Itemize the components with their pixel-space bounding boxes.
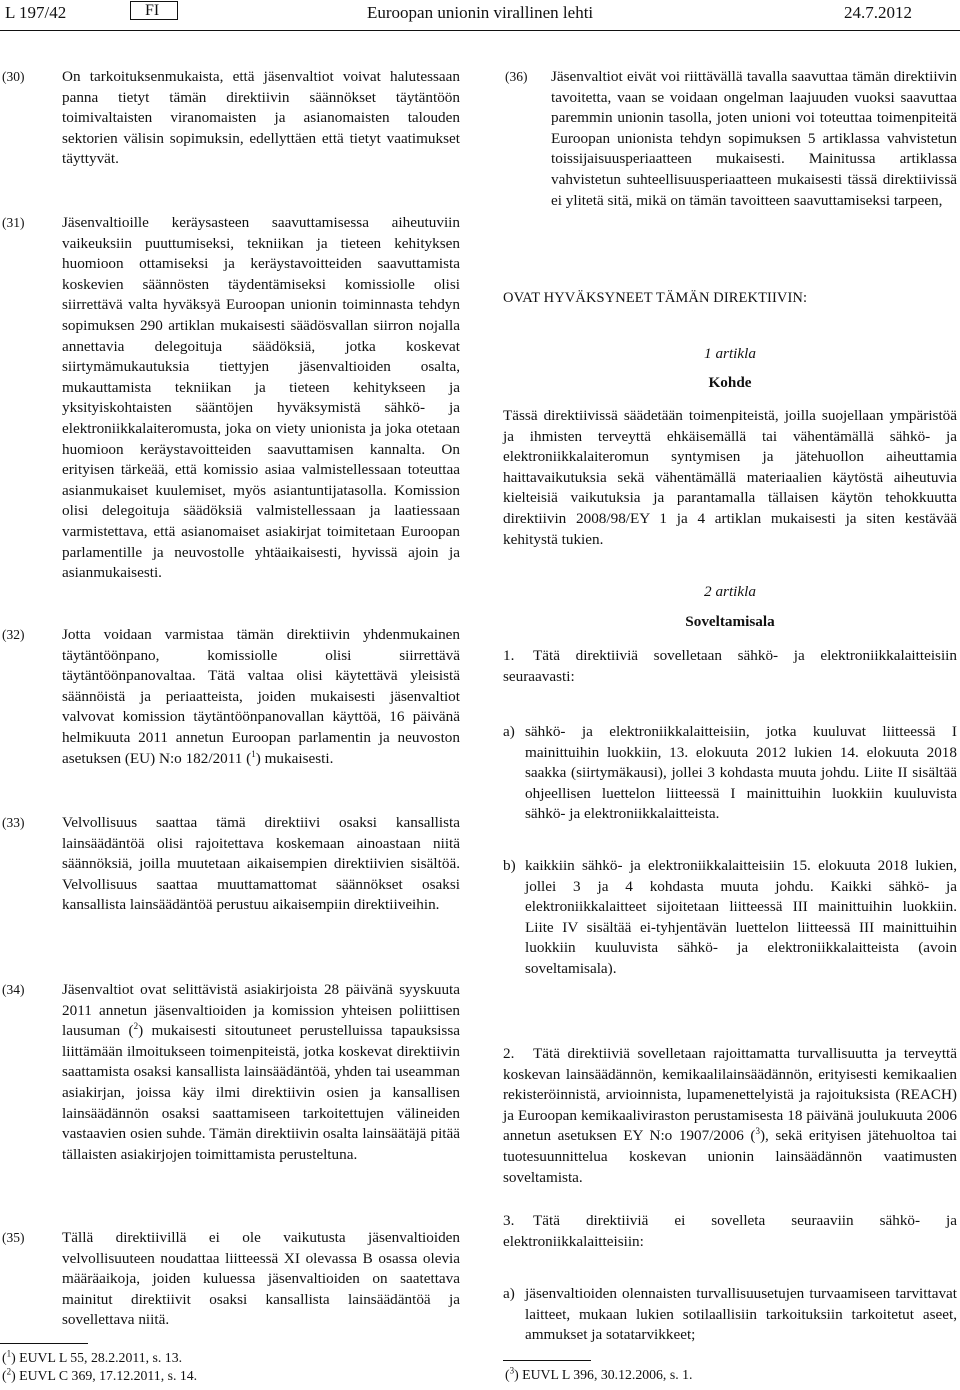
article-1-label: 1 artikla — [704, 345, 756, 362]
recital-number: (32) — [2, 627, 25, 642]
publication-date: 24.7.2012 — [844, 3, 912, 22]
recital-34 — [0, 980, 460, 1165]
recital-text: On tarkoituksenmukaista, että jäsenvaltiot voivat halutessaan panna tietyt tämän direktiivin säännökset täytäntöön toimivaltaisten viranomaisten ja asianomaisten talouden sektorien välisin sopimuksin, edellyttäen että tietyt vaatimukset täyttyvät. — [62, 68, 460, 168]
footnote-rule — [0, 1343, 88, 1344]
recital-36 — [503, 67, 957, 211]
item-label: a) — [503, 1285, 515, 1302]
left-column — [0, 0, 460, 1390]
footnote-1: ($^1$) EUVL L 55, 28.2.2011, s. 13. — [2, 1348, 183, 1365]
recital-number: (30) — [2, 69, 25, 84]
recital-32 — [0, 625, 460, 769]
paragraph-number: 2. — [503, 1045, 515, 1062]
recital-text: Jäsenvaltiot ovat selittävistä asiakirjoista 28 päivänä syyskuuta 2011 annetun jäsenvaltioiden ja komission yhteisen poliittisen lausuman ($^2$) mukaisesti sitoutuneet perustelluissa tapauksissa liittämään ilmoitukseen toimenpiteistä, jotka koskevat direktiivin saattamista osaksi kansallista lainsäädäntöä, yhden tai useamman asiakirjan, joissa käy ilmi direktiivin osien ja kansallisen lainsäädännön osaksi saattamiseen tarkoitettujen välineiden vastaavien osien suhde. Tämän direktiivin osalta lainsäätäjä pitää tällaisten asiakirjojen toimittamista perusteltuna. — [62, 981, 460, 1163]
recital-text: Jotta voidaan varmistaa tämän direktiivin yhdenmukainen täytäntöönpano, komissiolle olisi siirrettävä täytäntöönpanovaltaa. Tätä valtaa olisi käytettävä yleisistä säännöistä ja periaatteista, joiden mukaisesti jäsenvaltiot valvovat komission täytäntöönpanovallan käyttöä, 16 päivänä helmikuuta 2011 annetun Euroopan parlamentin ja neuvoston asetuksen (EU) N:o 182/2011 ($^1$) mukaisesti. — [62, 626, 460, 767]
recital-number: (34) — [2, 982, 25, 997]
item-b — [503, 856, 957, 980]
footnote-ref: 3 — [755, 1126, 760, 1137]
adoption-formula: OVAT HYVÄKSYNEET TÄMÄN DIREKTIIVIN: — [503, 290, 808, 306]
recital-number: (31) — [2, 215, 25, 230]
recital-text: Velvollisuus saattaa tämä direktiivi osaksi kansallista lainsäädäntöä olisi rajoitettava koskemaan ainoastaan niitä säännöksiä, joilla muutetaan aikaisempien direktiivien sisältöä. Velvollisuus saattaa muuttamattomat säännökset osaksi kansallista lainsäädäntöä perustuu aikaisempiin direktiiveihin. — [62, 814, 460, 914]
item-label: a) — [503, 723, 515, 740]
item-label: b) — [503, 857, 516, 874]
paragraph-2: 2. Tätä direktiiviä sovelletaan rajoittamatta turvallisuutta ja terveyttä koskevan lainsäädännön, kemikaalilainsäädännön, erityisesti kemikaalien rekisteröinnistä, arvioinnista, lupamenettelyistä ja rajoituksista (REACH) ja Euroopan kemikaaliviraston perustamisesta 18 päivänä joulukuuta 2006 annetun asetuksen EY N:o 1907/2006 ($^3$), sekä erityisen jätehuoltoa tai tuotesuunnittelua koskevan unionin lainsäädännön vaatimusten soveltamista. — [503, 1045, 957, 1186]
recital-number: (36) — [505, 69, 528, 84]
footnote-rule — [503, 1360, 591, 1361]
recital-text: Tällä direktiivillä ei ole vaikutusta jäsenvaltioiden velvollisuuteen noudattaa liitteessä XI olevassa B osassa olevia määräaikoja, joiden kuluessa jäsenvaltioiden on saatettava mainitut direktiivit osaksi kansallista lainsäädäntöä ja sovellettava niitä. — [62, 1229, 460, 1329]
item-text: kaikkiin sähkö- ja elektroniikkalaitteisiin 15. elokuuta 2018 lukien, jollei 3 ja 4 kohdasta muuta johdu. Kaikki sähkö- ja elektroniikkalaitteet sijoitetaan liitteessä III mainittuihin luokkiin. Liite IV sisältää ei-tyhjentävän luettelon liitteessä III mainittuihin luokkiin kuuluvista sähkö- ja elektroniikkalaitteista (avoin soveltamisala). — [525, 857, 957, 977]
recital-35 — [0, 1228, 460, 1331]
page-number: L 197/42 — [5, 3, 67, 22]
paragraph-3: 3. Tätä direktiiviä ei sovelleta seuraaviin sähkö- ja elektroniikkalaitteisiin: — [503, 1212, 957, 1250]
recital-text: Jäsenvaltiot eivät voi riittävällä tavalla saavuttaa tämän direktiivin tavoitetta, vaan se voidaan ongelman laajuuden vuoksi saavuttaa paremmin unionin tasolla, joten unioni voi toteuttaa toimenpiteitä Euroopan unionista tehdyn sopimuksen 5 artiklassa vahvistetun toissijaisuusperiaatteen mukaisesti. Mainitussa artiklassa vahvistetun suhteellisuusperiaatteen mukaisesti tässä direktiivissä ei ylitetä sitä, mikä on tämän tavoitteen saavuttamiseksi tarpeen, — [551, 68, 957, 209]
recital-30 — [0, 67, 460, 170]
footnote-2: ($^2$) EUVL C 369, 17.12.2011, s. 14. — [2, 1366, 198, 1383]
recital-number: (33) — [2, 815, 25, 830]
article-1-text: Tässä direktiivissä säädetään toimenpiteistä, joilla suojellaan ympäristöä ja ihmisten terveyttä ehkäisemällä tai vähentämällä sähkö- ja elektroniikkalaiteromun syntymisen ja jätehuollon aiheuttamia haittavaikutuksia sekä vähentämällä materiaalien käytöstä aiheutuvia kielteisiä vaikutuksia ja parantamalla tällaisen käytön tehokkuutta direktiivin 2008/98/EY 1 ja 4 artiklan mukaisesti ja siten kestävää kehitystä tukien. — [503, 407, 957, 548]
recital-text: Jäsenvaltioille keräysasteen saavuttamisessa aiheutuviin vaikeuksiin puuttumiseksi, tekniikan ja tieteen kehityksen huomioon ottamiseksi ja keräystavoitteiden saavuttamista koskevien säännösten täydentämiseksi komissiolle olisi siirrettävä valta hyväksyä Euroopan unionin toiminnasta tehdyn sopimuksen 290 artiklan mukaisesti säädösvallan siirron nojalla annettavia delegoituja säädöksiä, jotka koskevat siirtymämukautuksia tiettyjen jäsenvaltioiden osalta, mukauttamista tekniikan ja tieteen kehitykseen ja yksityiskohtaisten sääntöjen hyväksymistä sähkö- ja elektroniikkalaiteromusta, joka on viety unionista ja joka otetaan huomioon keräystavoitteiden saavuttamisen kannalta. On erityisen tärkeää, että komissio asiaa valmistellessaan toteuttaa asianmukaiset kuulemiset, myös asiantuntijatasolla. Komission olisi delegoituja säädöksiä valmistellessaan ja laatiessaan varmistettava, että asianomaiset asiakirjat toimitetaan Euroopan parlamentille ja neuvostolle yhtäaikaisesti, hyvissä ajoin ja asianmukaisesti. — [62, 214, 460, 582]
paragraph-number: 1. — [503, 647, 515, 664]
article-2-title: Soveltamisala — [685, 613, 775, 630]
recital-number: (35) — [2, 1230, 25, 1245]
item-text: jäsenvaltioiden olennaisten turvallisuusetujen turvaamiseen tarvittavat laitteet, mukaan lukien sotilaallisiin tarkoituksiin tarkoitetut aseet, ammukset ja sotatarvikkeet; — [525, 1285, 957, 1344]
item-text: sähkö- ja elektroniikkalaitteisiin, jotka kuuluvat liitteessä I mainittuihin luokkiin, 13. elokuuta 2012 lukien 14. elokuuta 2018 saakka (siirtymäkausi), jollei 3 kohdasta muuta johdu. Liite II sisältää ohjeellisen luettelon liitteessä I mainittuihin luokkiin kuuluvista sähkö- ja elektroniikkalaitteista. — [525, 723, 957, 823]
language-badge: FI — [130, 1, 178, 20]
footnote-ref: 2 — [133, 1021, 139, 1032]
footnote-3: ($^3$) EUVL L 396, 30.12.2006, s. 1. — [505, 1365, 693, 1382]
footnote-ref: 1 — [251, 748, 256, 759]
right-column — [503, 0, 957, 1390]
article-1-title: Kohde — [708, 374, 752, 391]
recital-31 — [0, 213, 460, 584]
article-2-label: 2 artikla — [704, 583, 756, 600]
paragraph-1: 1. Tätä direktiiviä sovelletaan sähkö- ja elektroniikkalaitteisiin seuraavasti: — [503, 647, 957, 685]
recital-33 — [0, 813, 460, 916]
journal-title: Euroopan unionin virallinen lehti — [367, 3, 594, 22]
item-3a — [503, 1284, 957, 1346]
item-a — [503, 722, 957, 825]
paragraph-number: 3. — [503, 1212, 515, 1229]
